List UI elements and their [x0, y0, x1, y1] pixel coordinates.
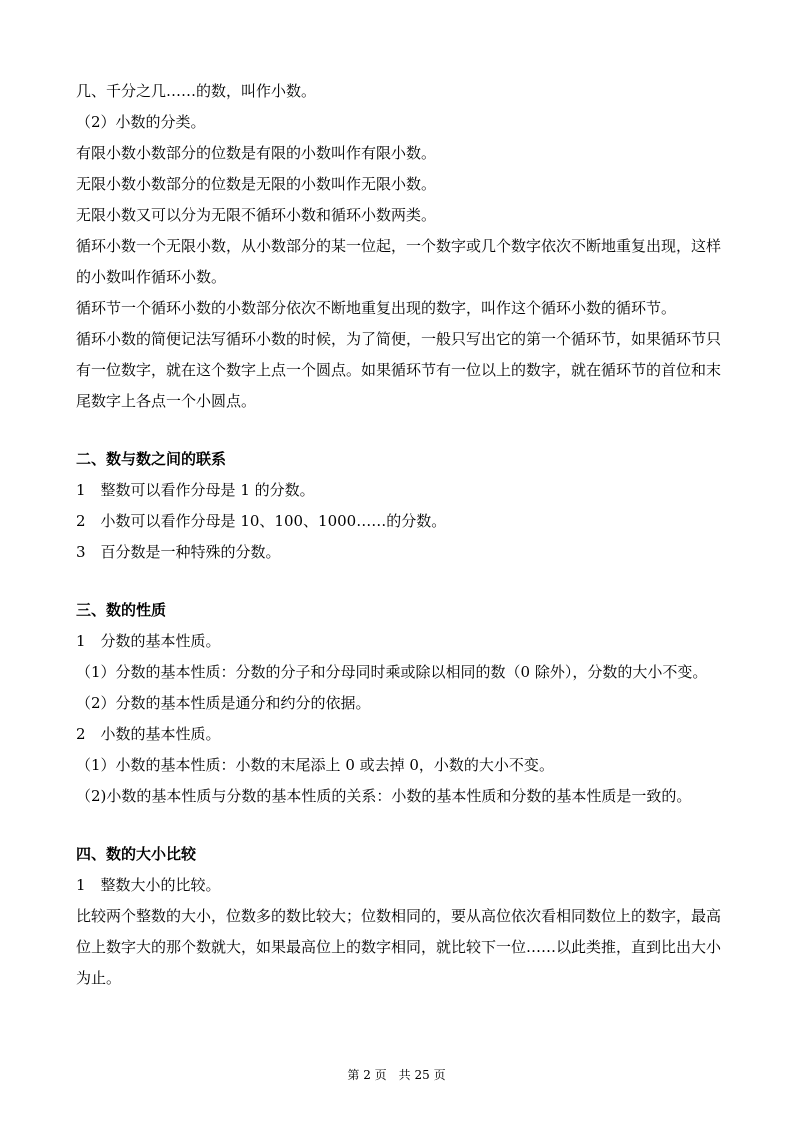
paragraph-repeating-decimal: 循环小数一个无限小数，从小数部分的某一位起，一个数字或几个数字依次不断地重复出现，这样的小数叫作循环小数。: [76, 237, 722, 286]
list-item: （1）小数的基本性质：小数的末尾添上 0 或去掉 0，小数的大小不变。: [76, 756, 554, 774]
list-item: 2 小数的基本性质。: [76, 725, 221, 743]
paragraph-decimal-definition-end: 几、千分之几……的数，叫作小数。: [76, 82, 317, 100]
paragraph-repetend: 循环节一个循环小数的小数部分依次不断地重复出现的数字，叫作这个循环小数的循环节。: [76, 299, 677, 317]
paragraph-repeating-notation: 循环小数的简便记法写循环小数的时候，为了简便，一般只写出它的第一个循环节，如果循环节只有一位数字，就在这个数字上点一个圆点。如果循环节有一位以上的数字，就在循环节的首位和末尾数字上各点一个小圆点。: [76, 330, 722, 410]
list-item: 3 百分数是一种特殊的分数。: [76, 543, 281, 561]
list-item: 比较两个整数的大小，位数多的数比较大；位数相同的，要从高位依次看相同数位上的数字，最高位上数字大的那个数就大，如果最高位上的数字相同，就比较下一位……以此类推，直到比出大小为止。: [76, 907, 722, 987]
section-heading-comparison: 四、数的大小比较: [76, 845, 197, 863]
list-item: 1 整数大小的比较。: [76, 876, 221, 894]
list-item: 2 小数可以看作分母是 10、100、1000……的分数。: [76, 512, 447, 530]
section-heading-relations: 二、数与数之间的联系: [76, 450, 227, 468]
page-content: [76, 76, 721, 994]
list-item: 1 整数可以看作分母是 1 的分数。: [76, 481, 315, 499]
list-item: （1）分数的基本性质：分数的分子和分母同时乘或除以相同的数（0 除外），分数的大小不变。: [76, 663, 708, 681]
list-item: 1 分数的基本性质。: [76, 632, 221, 650]
list-item: （2)小数的基本性质与分数的基本性质的关系：小数的基本性质和分数的基本性质是一致的。: [76, 787, 692, 805]
paragraph-infinite-decimal: 无限小数小数部分的位数是无限的小数叫作无限小数。: [76, 175, 437, 193]
section-heading-properties: 三、数的性质: [76, 601, 167, 619]
list-item: （2）分数的基本性质是通分和约分的依据。: [76, 694, 371, 712]
page-number-footer: 第 2 页 共 25 页: [347, 1068, 446, 1082]
paragraph-decimal-classification: （2）小数的分类。: [76, 113, 206, 131]
paragraph-finite-decimal: 有限小数小数部分的位数是有限的小数叫作有限小数。: [76, 144, 437, 162]
paragraph-infinite-decimal-types: 无限小数又可以分为无限不循环小数和循环小数两类。: [76, 206, 437, 224]
